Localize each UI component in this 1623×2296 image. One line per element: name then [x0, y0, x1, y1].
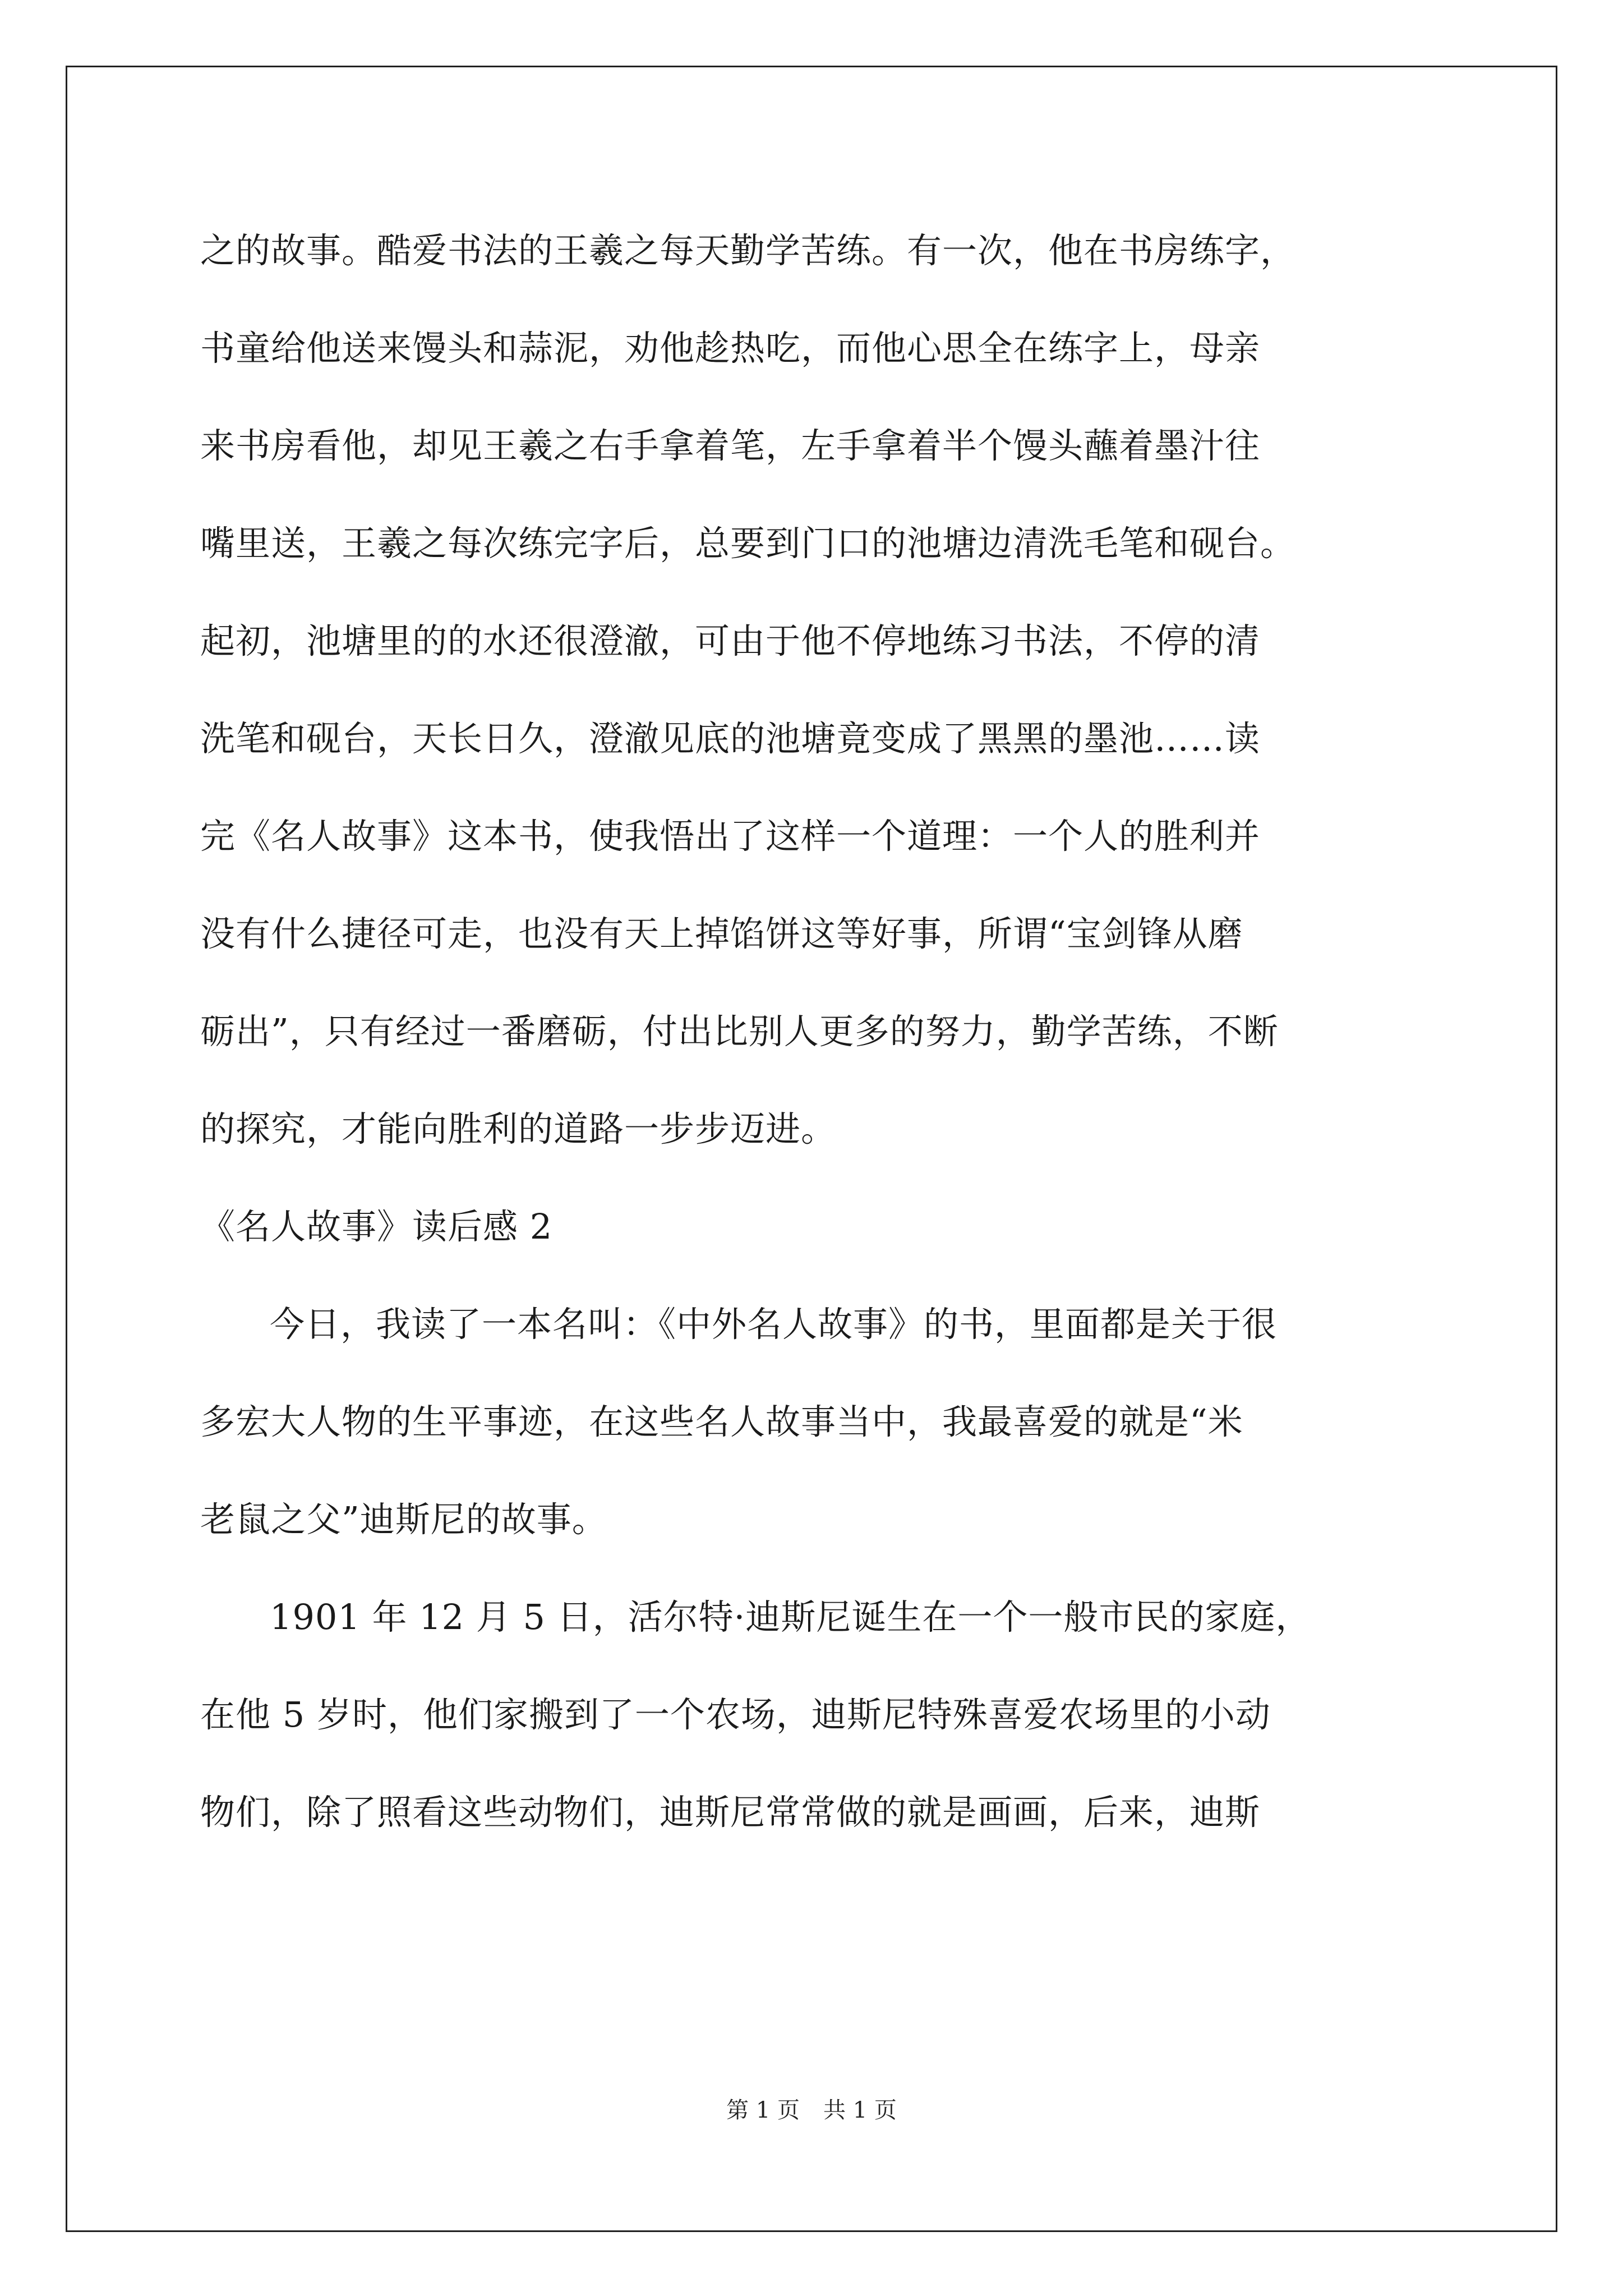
text-line: 完《名人故事》这本书，使我悟出了这样一个道理：一个人的胜利并 [200, 816, 1261, 857]
text-line: 没有什么捷径可走，也没有天上掉馅饼这等好事，所谓“宝剑锋从磨 [200, 913, 1243, 954]
text-line: 物们，除了照看这些动物们，迪斯尼常常做的就是画画，后来，迪斯 [200, 1792, 1261, 1833]
text-line: 洗笔和砚台，天长日久，澄澈见底的池塘竟变成了黑黑的墨池……读 [200, 718, 1261, 759]
text-line: 起初，池塘里的的水还很澄澈，可由于他不停地练习书法，不停的清 [200, 620, 1261, 661]
text-line: 今日，我读了一本名叫：《中外名人故事》的书，里面都是关于很 [270, 1304, 1278, 1345]
page-total: 共 1 页 [823, 2097, 897, 2123]
text-line: 在他 5 岁时，他们家搬到了一个农场，迪斯尼特殊喜爱农场里的小动 [200, 1694, 1271, 1735]
text-line: 书童给他送来馒头和蒜泥，劝他趁热吃，而他心思全在练字上，母亲 [200, 328, 1261, 369]
page-footer [0, 2096, 1623, 2124]
page-number: 第 1 页 [726, 2097, 800, 2123]
document-body [200, 202, 1462, 1861]
text-line: 嘴里送，王羲之每次练完字后，总要到门口的池塘边清洗毛笔和砚台。 [200, 523, 1296, 564]
section-heading: 《名人故事》读后感 2 [200, 1206, 553, 1247]
text-line: 来书房看他，却见王羲之右手拿着笔，左手拿着半个馒头蘸着墨汁往 [200, 425, 1261, 466]
text-line: 多宏大人物的生平事迹，在这些名人故事当中，我最喜爱的就是“米 [200, 1401, 1243, 1442]
text-line: 1901 年 12 月 5 日，活尔特·迪斯尼诞生在一个一般市民的家庭， [270, 1596, 1311, 1637]
text-line: 之的故事。酷爱书法的王羲之每天勤学苦练。有一次，他在书房练字， [200, 230, 1296, 271]
text-line: 的探究，才能向胜利的道路一步步迈进。 [200, 1108, 837, 1149]
text-line: 砺出”，只有经过一番磨砺，付出比别人更多的努力，勤学苦练，不断 [200, 1011, 1279, 1052]
text-line: 老鼠之父”迪斯尼的故事。 [200, 1499, 607, 1540]
